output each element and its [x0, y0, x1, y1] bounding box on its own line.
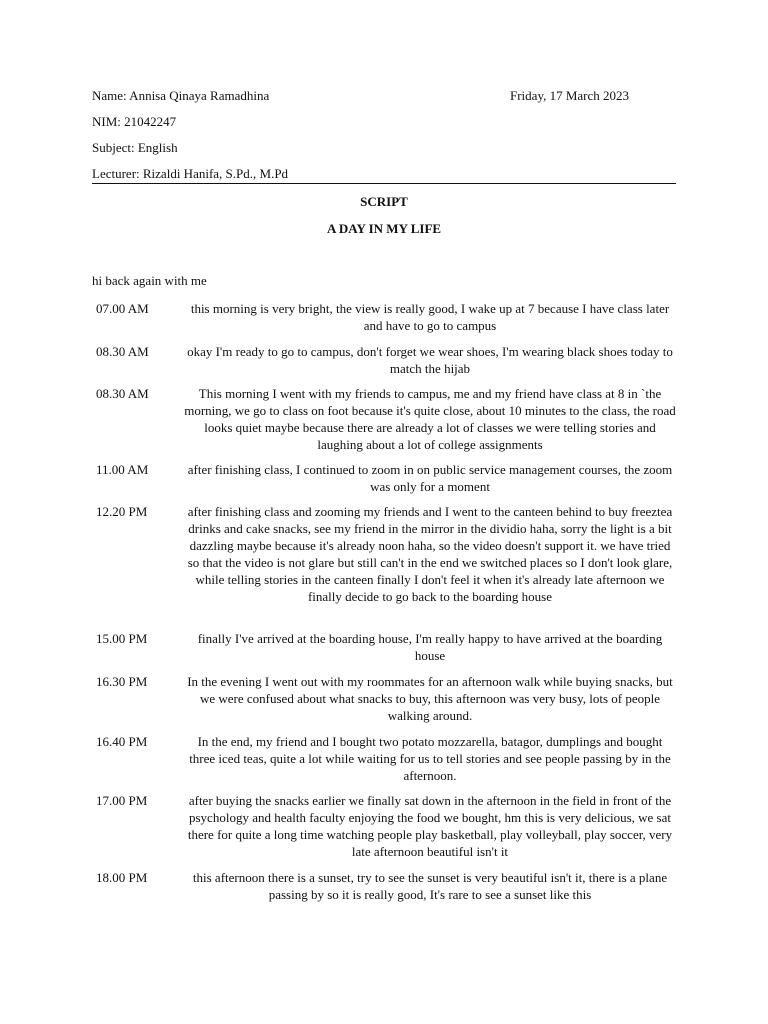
entry-text: finally I've arrived at the boarding house, I'm really happy to have arrived at the boarding house — [197, 631, 663, 663]
entry-text: okay I'm ready to go to campus, don't forget we wear shoes, I'm wearing black shoes today to match the hijab — [187, 344, 673, 376]
document-date: Friday, 17 March 2023 — [510, 88, 630, 103]
entry-time: 08.30 AM — [96, 386, 149, 401]
entry-text: In the evening I went out with my roommates for an afternoon walk while buying snacks, but we were confused about what snacks to buy, this afternoon was very busy, lots of people walking around. — [187, 674, 673, 723]
page-title: A DAY IN MY LIFE — [326, 221, 442, 236]
entry-time: 16.40 PM — [96, 734, 148, 749]
entry-text: after finishing class and zooming my friends and I went to the canteen behind to buy freeztea drinks and cake snacks, see my friend in the mirror in the dividio haha, sorry the light is a bit dazzling maybe because it's already noon haha, so the video doesn't support it. we have tried so that the video is not glare but still can't in the end we switched places so I don't look glare, while telling stories in the canteen finally I don't feel it when it's already late afternoon we finally decide to go back to the boarding house — [187, 504, 673, 604]
entry-text: In the end, my friend and I bought two potato mozzarella, batagor, dumplings and bought three iced teas, quite a lot while waiting for us to tell stories and see people passing by in the afternoon. — [189, 734, 671, 783]
entry-text: after finishing class, I continued to zoom in on public service management courses, the zoom was only for a moment — [187, 462, 673, 494]
subject: Subject: English — [92, 140, 178, 155]
entry-text: this afternoon there is a sunset, try to see the sunset is very beautiful isn't it, there is a plane passing by so it is really good, It's rare to see a sunset like this — [192, 870, 668, 902]
student-name: Name: Annisa Qinaya Ramadhina — [92, 88, 270, 103]
header-divider — [92, 183, 676, 184]
entry-time: 11.00 AM — [96, 462, 149, 477]
entry-time: 15.00 PM — [96, 631, 148, 646]
lecturer: Lecturer: Rizaldi Hanifa, S.Pd., M.Pd — [92, 166, 289, 181]
entry-time: 08.30 AM — [96, 344, 149, 359]
entry-text: This morning I went with my friends to campus, me and my friend have class at 8 in `the morning, we go to class on foot because it's quite close, about 10 minutes to the class, the road looks quiet maybe because there are already a lot of classes we were telling stories and laughing about a lot of college assignments — [184, 386, 676, 452]
entry-time: 12.20 PM — [96, 504, 148, 519]
script-heading: SCRIPT — [360, 194, 408, 209]
entry-time: 16.30 PM — [96, 674, 148, 689]
entry-time: 18.00 PM — [96, 870, 148, 885]
entry-time: 07.00 AM — [96, 301, 149, 316]
entry-text: this morning is very bright, the view is really good, I wake up at 7 because I have class later and have to go to campus — [190, 301, 670, 333]
entry-text: after buying the snacks earlier we finally sat down in the afternoon in the field in front of the psychology and health faculty enjoying the food we bought, hm this is very delicious, we sat there for quite a long time watching people play basketball, play volleyball, play soccer, very late afternoon beautiful isn't it — [187, 793, 673, 859]
student-nim: NIM: 21042247 — [92, 114, 177, 129]
entry-time: 17.00 PM — [96, 793, 148, 808]
intro-line: hi back again with me — [92, 273, 207, 288]
